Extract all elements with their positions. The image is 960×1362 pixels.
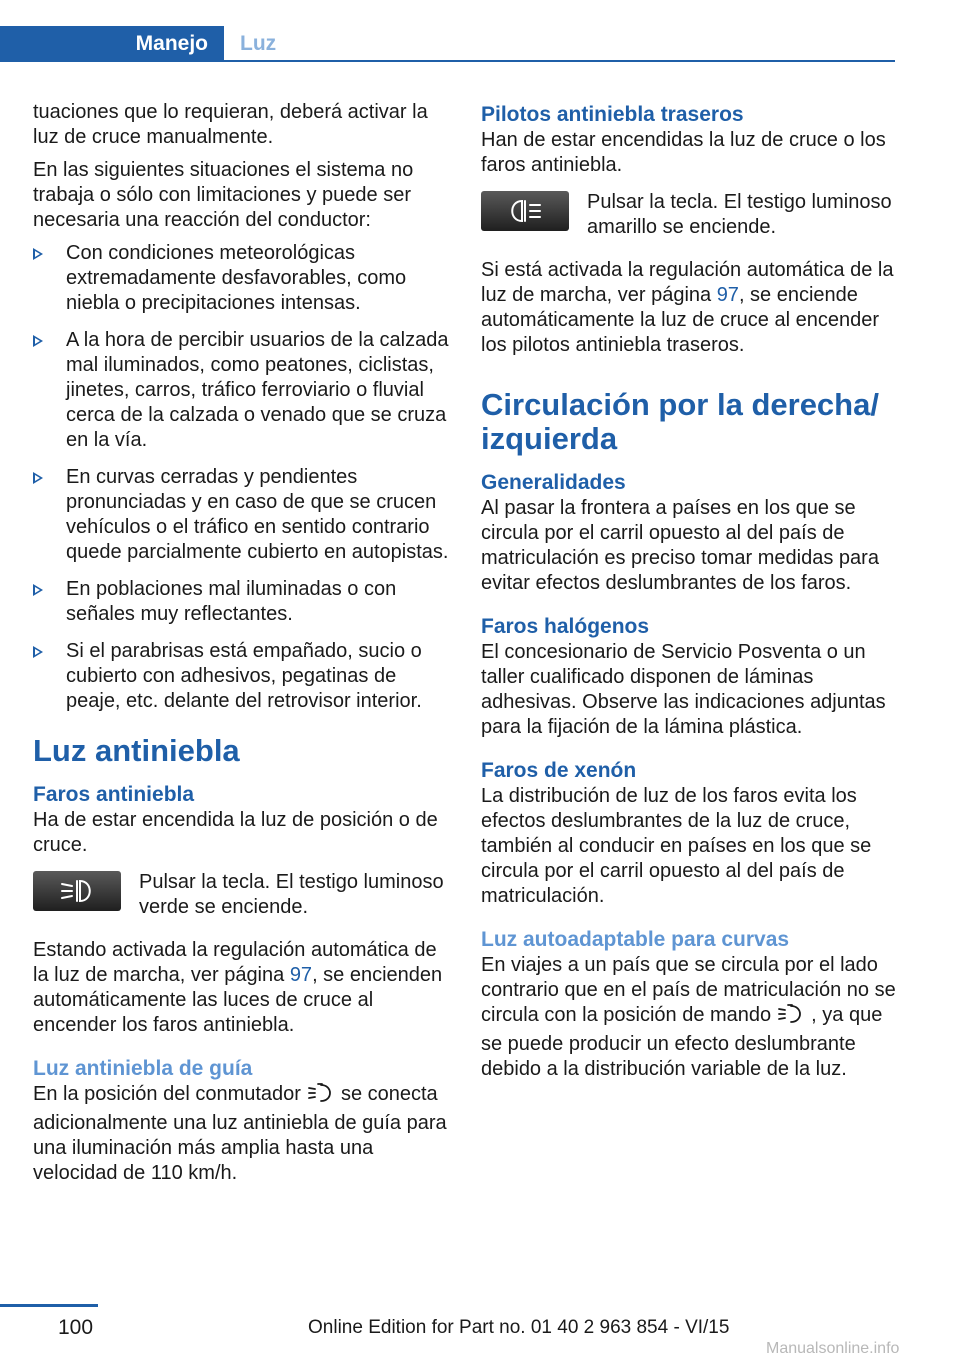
heading-faros-xenon: Faros de xenón [481, 759, 637, 782]
list-item: En curvas cerradas y pendientes pronunciadas y en caso de que se crucen vehículos o el tráfico en sentido contrario quede parcialmente cubierto en autopistas. [33, 465, 451, 565]
paragraph: En las siguientes situaciones el sistema no trabaja o sólo con limitaciones y puede ser necesaria una reacción del conductor: [33, 159, 414, 231]
right-column [481, 100, 896, 1090]
paragraph: El concesionario de Servicio Posventa o un taller cualificado disponen de láminas adhesivas. Observe las indicaciones adjuntas para la fijación de la lámina plástica. [481, 641, 886, 738]
list-item: A la hora de percibir usuarios de la calzada mal iluminados, como peatones, ciclistas, jinetes, carros, tráfico ferroviario o fluvial cerca de la calzada o venado que se cruza en la vía. [33, 328, 451, 453]
paragraph: Al pasar la frontera a países en los que se circula por el carril opuesto al del país de matriculación es preciso tomar medidas para evitar efectos deslumbrantes de los faros. [481, 497, 879, 594]
front-fog-instruction: Pulsar la tecla. El testigo luminoso verde se enciende. [139, 871, 444, 918]
auto-light-switch-icon [307, 1082, 335, 1111]
paragraph: En la posición del conmutador se conecta adicionalmente una luz antiniebla de guía para una iluminación más amplia hasta una velocidad de 110 km/h. [33, 1083, 447, 1184]
rear-fog-button-row [481, 190, 896, 240]
heading-generalidades: Generalidades [481, 471, 626, 494]
heading-faros-halogenos: Faros halógenos [481, 615, 650, 638]
heading-pilotos-antiniebla: Pilotos antiniebla traseros [481, 103, 744, 126]
paragraph: Han de estar encendidas la luz de cruce o los faros antiniebla. [481, 129, 886, 176]
tab-luz[interactable]: Luz [240, 32, 277, 55]
auto-light-switch-icon [777, 1003, 805, 1032]
list-item: En poblaciones mal iluminadas o con señales muy reflectantes. [33, 577, 451, 627]
tab-manejo[interactable]: Manejo [0, 26, 224, 62]
bullet-list [33, 241, 451, 714]
bullet-triangle-icon [33, 472, 43, 484]
paragraph: tuaciones que lo requieran, deberá activar la luz de cruce manualmente. [33, 101, 428, 148]
edition-text: Online Edition for Part no. 01 40 2 963 854 - VI/15 [308, 1317, 730, 1338]
front-fog-light-icon [33, 871, 121, 911]
left-column [33, 100, 451, 1194]
paragraph: Si está activada la regulación automática de la luz de marcha, ver página 97, se enciende automáticamente la luz de cruce al encender los pilotos antiniebla traseros. [481, 259, 894, 356]
bullet-triangle-icon [33, 584, 43, 596]
paragraph: En viajes a un país que se circula por el lado contrario que en el país de matriculación no se circula con la posición de mando , ya que se puede producir un efecto deslumbrante debido a la distribución variable de la luz. [481, 954, 896, 1080]
page-link-97[interactable]: 97 [716, 284, 739, 306]
list-item: Con condiciones meteorológicas extremadamente desfavorables, como niebla o precipitaciones intensas. [33, 241, 451, 316]
section-title-luz-antiniebla: Luz antiniebla [33, 733, 240, 768]
front-fog-button-row [33, 870, 451, 920]
paragraph: Estando activada la regulación automática de la luz de marcha, ver página 97, se encienden automáticamente las luces de cruce al encender los faros antiniebla. [33, 939, 443, 1036]
rear-fog-light-icon [481, 191, 569, 231]
watermark: Manualsonline.info [766, 1340, 900, 1357]
heading-faros-antiniebla: Faros antiniebla [33, 783, 195, 806]
footer-rule [0, 1304, 98, 1307]
section-title-circulacion: Circulación por la derecha/ izquierda [481, 387, 879, 456]
rear-fog-instruction: Pulsar la tecla. El testigo luminoso amarillo se enciende. [587, 191, 892, 238]
list-item: Si el parabrisas está empañado, sucio o cubierto con adhesivos, pegatinas de peaje, etc. delante del retrovisor interior. [33, 639, 451, 714]
bullet-triangle-icon [33, 248, 43, 260]
bullet-triangle-icon [33, 335, 43, 347]
bullet-triangle-icon [33, 646, 43, 658]
paragraph: La distribución de luz de los faros evita los efectos deslumbrantes de la luz de cruce, también al conducir en países en los que se circula por el carril opuesto al del país de matriculación. [481, 785, 872, 907]
page-link-97[interactable]: 97 [289, 964, 313, 986]
heading-luz-curvas: Luz autoadaptable para curvas [481, 928, 790, 951]
header-tabs [0, 26, 895, 62]
paragraph: Ha de estar encendida la luz de posición o de cruce. [33, 809, 438, 856]
heading-luz-antiniebla-guia: Luz antiniebla de guía [33, 1057, 253, 1080]
page-number: 100 [58, 1316, 94, 1339]
